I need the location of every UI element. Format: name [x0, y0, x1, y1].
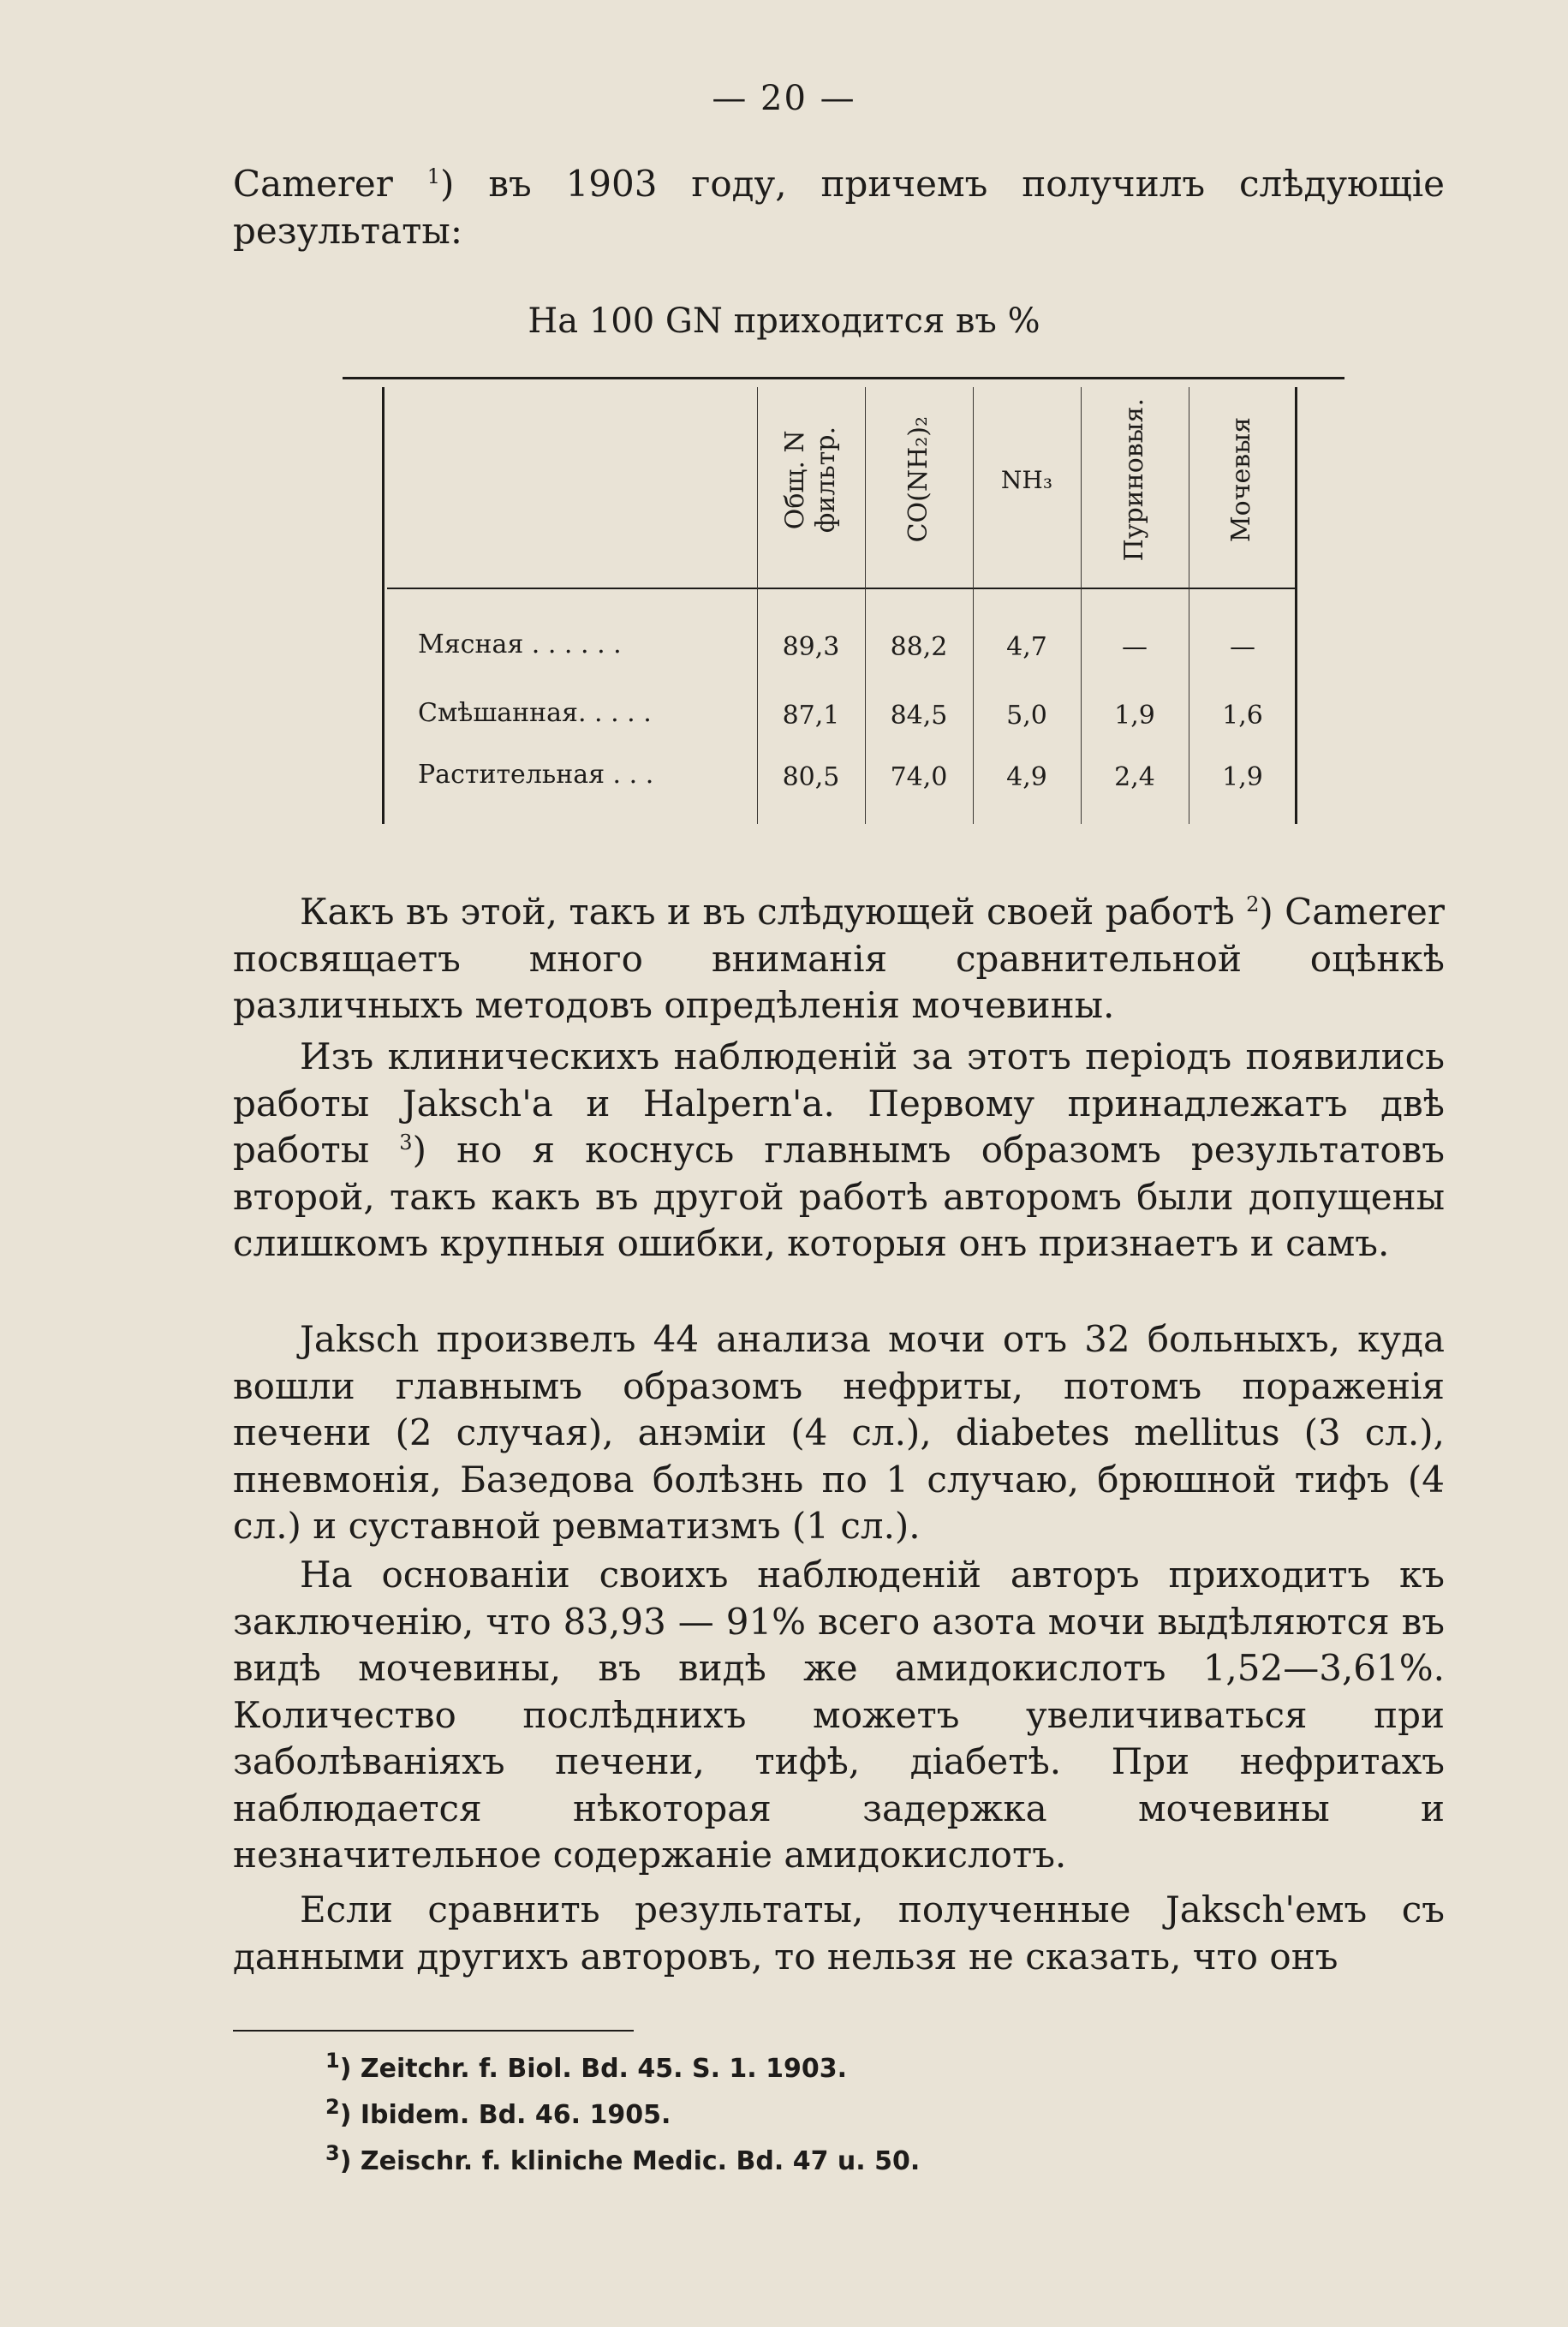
- header-purine: Пуриновыя.: [1119, 397, 1149, 562]
- table-cell: 84,5: [890, 701, 948, 731]
- page-number: — 20 —: [712, 79, 856, 118]
- table-cell: 88,2: [890, 632, 948, 662]
- table-cell: 2,4: [1114, 762, 1155, 792]
- table-cell: —: [1230, 632, 1255, 662]
- table-cell: 5,0: [1006, 701, 1047, 731]
- footnote-ref-2: 2: [1246, 892, 1260, 916]
- intro-text: Camerer: [233, 163, 427, 205]
- row-label-mixed: Смѣшанная. . . . .: [418, 698, 652, 728]
- table-cell: 1,6: [1222, 701, 1263, 731]
- paragraph-2: Изъ клиническихъ наблюденій за этотъ періодъ появились работы Jaksch'а и Halpern'а. Первому принадлежатъ двѣ работы $^3$) но я коснусь главнымъ образомъ результатовъ второй, такъ какъ въ другой работѣ авторомъ были допущены слишкомъ крупныя ошибки, которыя онъ признаетъ и самъ.: [233, 1035, 1445, 1264]
- results-table: [343, 377, 1344, 831]
- footnote-rule: [233, 2030, 634, 2032]
- table-cell: 87,1: [782, 701, 840, 731]
- header-urea: CO(NH₂)₂: [903, 416, 933, 543]
- header-uric: Мочевыя: [1226, 416, 1256, 543]
- table-cell: —: [1122, 632, 1148, 662]
- table-cell: 80,5: [782, 762, 840, 792]
- table-cell: 4,9: [1006, 762, 1047, 792]
- table-caption: На 100 GN приходится въ %: [528, 301, 1040, 341]
- footnote-1: $^1$) Zeitchr. f. Biol. Bd. 45. S. 1. 1903.: [325, 2049, 848, 2084]
- paragraph-5: Если сравнить результаты, полученные Jaksch'емъ съ данными другихъ авторовъ, то нельзя не сказать, что онъ: [233, 1888, 1445, 1978]
- table-left-rule: [382, 387, 385, 824]
- row-label-vegetable: Растительная . . .: [418, 760, 654, 790]
- table-top-rule: [343, 377, 1344, 379]
- footnote-ref-1: 1: [426, 164, 441, 188]
- table-cell: 1,9: [1222, 762, 1263, 792]
- header-total-n: Общ. N фильтр.: [780, 426, 841, 534]
- table-cell: 89,3: [782, 632, 840, 662]
- footnote-3: $^3$) Zeischr. f. kliniche Medic. Bd. 47 u. 50.: [325, 2141, 921, 2176]
- row-label-meat: Мясная . . . . . .: [418, 629, 622, 659]
- table-header-rule: [387, 588, 1295, 589]
- intro-text-cont: ) въ 1903 году, причемъ получилъ слѣдующіе результаты:: [233, 163, 1445, 252]
- paragraph-3: Jaksch произвелъ 44 анализа мочи отъ 32 больныхъ, куда вошли главнымъ образомъ нефриты, потомъ пораженія печени (2 случая), анэміи (4 сл.), diabetes mellitus (3 сл.), пневмонія, Базедова болѣзнь по 1 случаю, брюшной тифъ (4 сл.) и суставной ревматизмъ (1 сл.).: [233, 1318, 1445, 1547]
- table-cell: 74,0: [890, 762, 948, 792]
- intro-paragraph: [233, 161, 1445, 254]
- paragraph-4: На основаніи своихъ наблюденій авторъ приходитъ къ заключенію, что 83,93 — 91% всего азота мочи выдѣляются въ видѣ мочевины, въ видѣ же амидокислотъ 1,52—3,61%. Количество послѣднихъ можетъ увеличиваться при заболѣваніяхъ печени, тифѣ, діабетѣ. При нефритахъ наблюдается нѣкоторая задержка мочевины и незначительное содержаніе амидокислотъ.: [233, 1554, 1445, 1876]
- footnote-ref-3: 3: [399, 1131, 413, 1155]
- table-cell: 1,9: [1114, 701, 1155, 731]
- table-cell: 4,7: [1006, 632, 1047, 662]
- paragraph-1: Какъ въ этой, такъ и въ слѣдующей своей работѣ $^2$) Camerer посвящаетъ много вниманія сравнительной оцѣнкѣ различныхъ методовъ опредѣленія мочевины.: [233, 891, 1445, 1026]
- table-right-rule: [1295, 387, 1297, 824]
- footnote-2: $^2$) Ibidem. Bd. 46. 1905.: [325, 2095, 671, 2130]
- header-ammonia: NH₃: [1000, 465, 1053, 494]
